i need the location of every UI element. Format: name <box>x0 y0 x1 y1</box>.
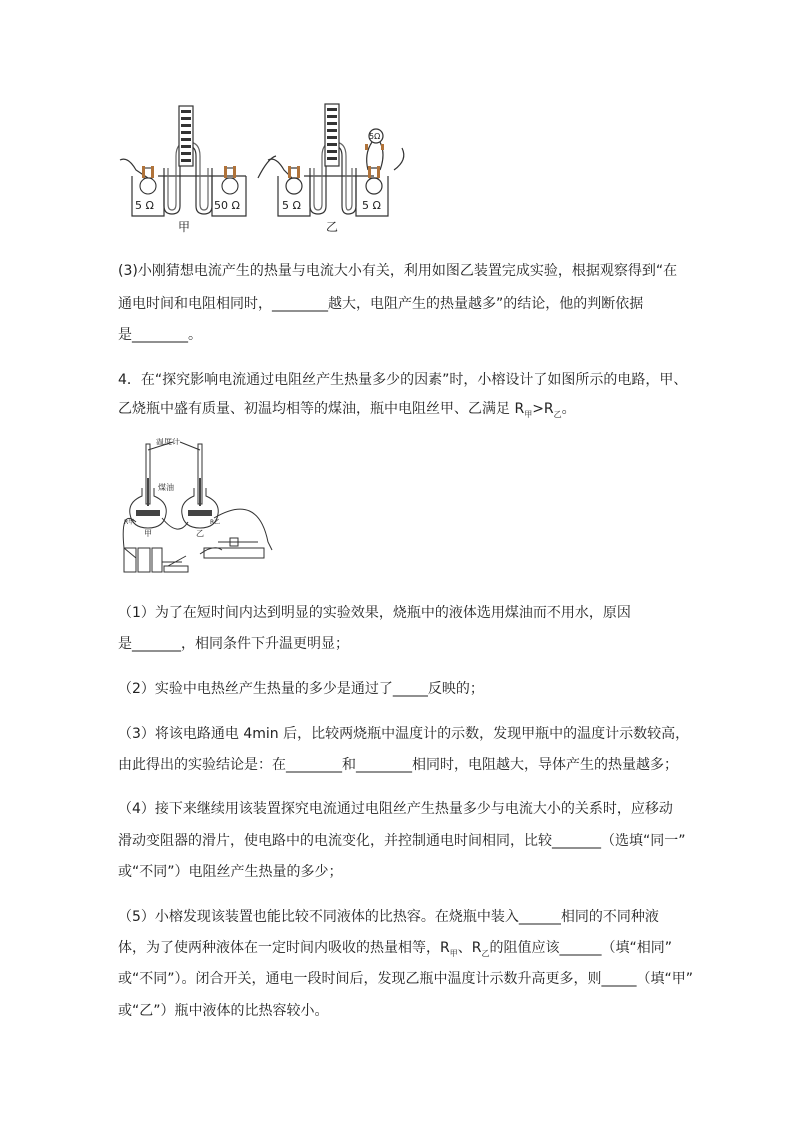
q4-intro-line2-pre: 乙烧瓶中盛有质量、初温均相等的煤油，瓶中电阻丝甲、乙满足 R <box>118 401 525 417</box>
caption-jia: 甲 <box>178 220 191 234</box>
q4-intro-sub-yi: 乙 <box>553 409 562 419</box>
q4-part5-line2-mid: 、R <box>457 940 482 956</box>
q3-part3-line2: 通电时间和电阻相同时，________越大，电阻产生的热量越多”的结论，他的判断依据 <box>118 296 644 312</box>
q4-part5-sub-jia: 甲 <box>449 948 458 958</box>
q4-intro-sub-jia: 甲 <box>524 409 533 419</box>
thermometer-label: 温度计 <box>156 438 180 446</box>
q4-part5-line2-pre: 体，为了使两种液体在一定时间内吸收的热量相等，R <box>118 940 450 956</box>
q4-part4-line3: 或“不同”）电阻丝产生热量的多少； <box>118 864 343 880</box>
r-jia-label: R甲 <box>124 519 135 526</box>
resistor-parallel: 5Ω <box>369 132 381 141</box>
figure-flask-circuit <box>118 438 278 578</box>
q4-part5-sub-yi: 乙 <box>481 948 490 958</box>
q4-part5-line4: 或“乙”）瓶中液体的比热容较小。 <box>118 1003 329 1019</box>
q4-part3-line2: 由此得出的实验结论是：在________和________相同时，电阻越大，导体产生的热量越多； <box>118 757 678 773</box>
caption-yi: 乙 <box>326 220 339 234</box>
q4-intro-line1: 4．在“探究影响电流通过电阻丝产生热量多少的因素”时，小榕设计了如图所示的电路，甲、 <box>118 372 688 388</box>
q4-part5-line1: （5）小榕发现该装置也能比较不同液体的比热容。在烧瓶中装入______相同的不同种液 <box>118 909 659 925</box>
flask-yi-label: 乙 <box>196 529 204 538</box>
q4-part2-line1: （2）实验中电热丝产生热量的多少是通过了_____反映的； <box>118 681 484 697</box>
kerosene-label: 煤油 <box>158 483 174 492</box>
q4-part5-line3: 或“不同”）。闭合开关，通电一段时间后，发现乙瓶中温度计示数升高更多，则_____（填“甲” <box>118 971 694 987</box>
figure-u-tube-apparatus <box>118 98 418 240</box>
q4-intro-line2-post: 。 <box>561 401 576 417</box>
q4-part4-line2: 滑动变阻器的滑片，使电路中的电流变化，并控制通电时间相同，比较_______（选填“同一” <box>118 833 686 849</box>
q4-part4-line1: （4）接下来继续用该装置探究电流通过电阻丝产生热量多少与电流大小的关系时，应移动 <box>118 801 673 817</box>
q4-part1-line1: （1）为了在短时间内达到明显的实验效果，烧瓶中的液体选用煤油而不用水，原因 <box>118 605 631 621</box>
resistor-left-b: 50 Ω <box>214 199 240 212</box>
q4-intro-line2-mid: >R <box>532 401 554 417</box>
q3-part3-line1: (3)小刚猜想电流产生的热量与电流大小有关，利用如图乙装置完成实验，根据观察得到“在 <box>118 263 678 279</box>
resistor-right-b: 5 Ω <box>362 199 381 212</box>
r-yi-label: R乙 <box>210 519 221 526</box>
resistor-left-a: 5 Ω <box>135 199 154 212</box>
q4-part5-line2 <box>118 941 698 961</box>
q3-part3-line3: 是________。 <box>118 327 202 343</box>
q4-intro-line2 <box>118 402 698 422</box>
flask-jia-label: 甲 <box>144 529 152 538</box>
q4-part5-line2-post: 的阻值应该______（填“相同” <box>489 940 672 956</box>
resistor-right-a: 5 Ω <box>282 199 301 212</box>
q4-part3-line1: （3）将该电路通电 4min 后，比较两烧瓶中温度计的示数，发现甲瓶中的温度计示数较高， <box>118 726 690 742</box>
q4-part1-line2: 是_______，相同条件下升温更明显； <box>118 636 349 652</box>
